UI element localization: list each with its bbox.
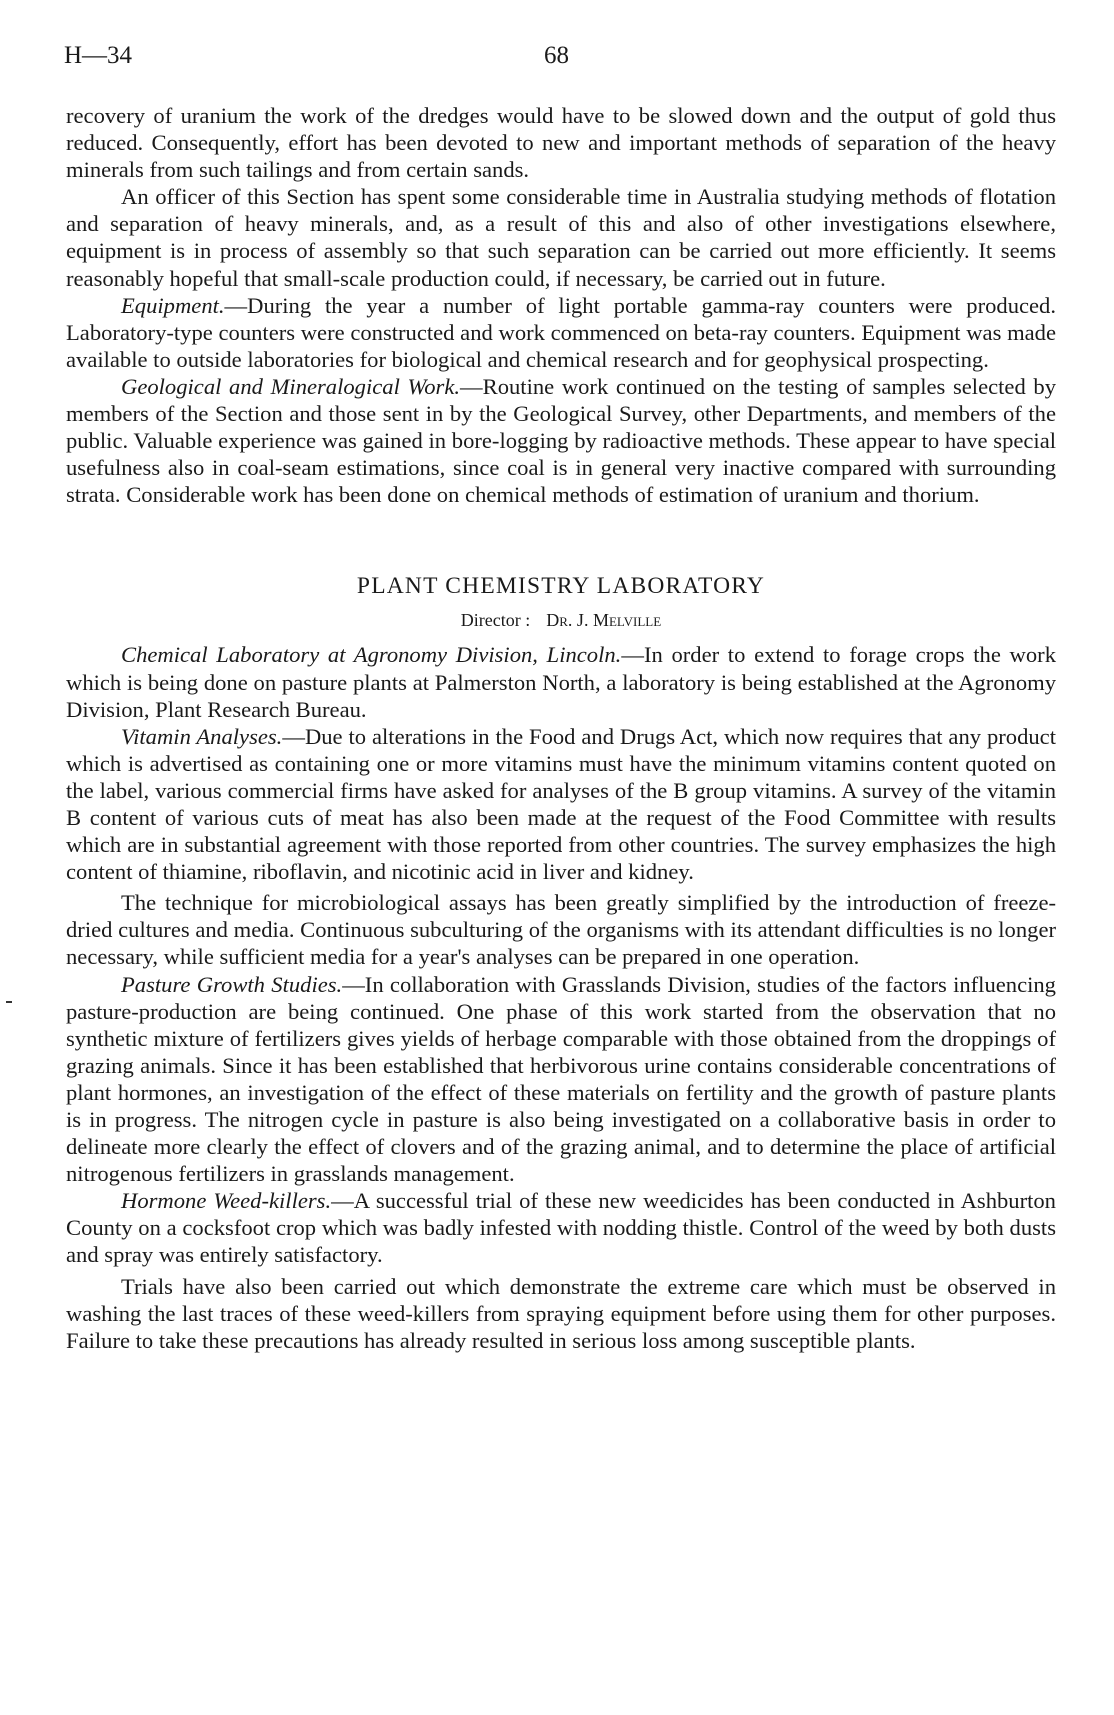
paragraph-heading-chemical-laboratory: Chemical Laboratory at Agronomy Division, Lincoln. <box>121 642 622 668</box>
paragraph-body-chemical-laboratory: —In order to extend to forage crops the work which is being done on pasture plants at Palmerston North, a laboratory is being established at the Agronomy Division, Plant Research Bureau. <box>66 642 1056 722</box>
document-code: H—34 <box>64 42 133 69</box>
paragraph-body-pasture-growth: —In collaboration with Grasslands Division, studies of the factors influencing pasture-production are being continued. One phase of this work started from the observation that no synthetic mixture of fertilizers gives yields of herbage comparable with those obtained from the droppings of grazing animals. Since it has been established that herbivorous urine contains considerable concentrations of plant hormones, an investigation of the effect of these materials on fertility and the growth of pasture plants is in progress. The nitrogen cycle in pasture is also being investigated on a collaborative basis in order to delineate more clearly the effect of clovers and of the grazing animal, and to determine the place of artificial nitrogenous fertilizers in grasslands management. <box>66 971 1056 1187</box>
paragraph-heading-geological-work: Geological and Mineralogical Work. <box>121 373 461 399</box>
page-number: 68 <box>544 42 569 69</box>
margin-mark <box>6 1001 12 1003</box>
paragraph-uranium-recovery: recovery of uranium the work of the dredges would have to be slowed down and the output of gold thus reduced. Consequently, effort has been devoted to new and important methods of separation of the heavy minerals from such tailings and from certain sands. <box>66 103 1056 183</box>
director-line <box>66 607 1056 633</box>
paragraph-equipment <box>66 292 1056 373</box>
director-label: Director : <box>460 610 531 631</box>
paragraph-hormone-weed-killers <box>66 1187 1056 1268</box>
page-header <box>64 42 1054 76</box>
director-name: Dr. J. Melville <box>546 610 662 631</box>
paragraph-heading-hormone-weed-killers: Hormone Weed-killers. <box>121 1188 332 1214</box>
page-body <box>66 102 1056 1354</box>
paragraph-heading-vitamin-analyses: Vitamin Analyses. <box>121 723 283 749</box>
section-title: PLANT CHEMISTRY LABORATORY <box>356 573 766 600</box>
paragraph-heading-equipment: Equipment. <box>121 292 225 318</box>
paragraph-trials: Trials have also been carried out which demonstrate the extreme care which must be observed in washing the last traces of these weed-killers from spraying equipment before using them for other purposes. Failure to take these precautions has already resulted in serious loss among susceptible plants. <box>66 1273 1056 1353</box>
paragraph-body-vitamin-analyses: —Due to alterations in the Food and Drugs Act, which now requires that any product which is advertised as containing one or more vitamins must have the minimum vitamins content quoted on the label, various commercial firms have asked for analyses of the B group vitamins. A survey of the vitamin B content of various cuts of meat has also been made at the request of the Food Committee with results which are in substantial agreement with those reported from other countries. The survey emphasizes the high content of thiamine, riboflavin, and nicotinic acid in liver and kidney. <box>66 723 1056 885</box>
paragraph-chemical-laboratory <box>66 641 1056 722</box>
paragraph-heading-pasture-growth: Pasture Growth Studies. <box>121 971 343 997</box>
paragraph-pasture-growth <box>66 971 1056 1188</box>
paragraph-body-geological-work: —Routine work continued on the testing of samples selected by members of the Section and those sent in by the Geological Survey, other Departments, and members of the public. Valuable experience was gained in bore-logging by radioactive methods. These appear to have special usefulness also in coal-seam estimations, since coal is in general very inactive compared with surrounding strata. Considerable work has been done on chemical methods of estimation of uranium and thorium. <box>66 373 1056 508</box>
paragraph-microbiological-assays: The technique for microbiological assays has been greatly simplified by the introduction of freeze-dried cultures and media. Continuous subculturing of the organisms with its attendant difficulties is no longer necessary, while sufficient media for a year's analyses can be prepared in one operation. <box>66 890 1056 970</box>
paragraph-geological-work <box>66 373 1056 508</box>
section-heading-block <box>66 571 1056 633</box>
paragraph-body-equipment: —During the year a number of light portable gamma-ray counters were produced. Laboratory-type counters were constructed and work commenced on beta-ray counters. Equipment was made available to outside laboratories for biological and chemical research and for geophysical prospecting. <box>66 292 1056 372</box>
paragraph-flotation-methods: An officer of this Section has spent some considerable time in Australia studying methods of flotation and separation of heavy minerals, and, as a result of this and also of other investigations elsewhere, equipment is in process of assembly so that such separation can be carried out more efficiently. It seems reasonably hopeful that small-scale production could, if necessary, be carried out in future. <box>66 184 1056 291</box>
paragraph-vitamin-analyses <box>66 723 1056 886</box>
paragraph-body-hormone-weed-killers: —A successful trial of these new weedicides has been conducted in Ashburton County on a cocksfoot crop which was badly infested with nodding thistle. Control of the weed by both dusts and spray was entirely satisfactory. <box>66 1188 1056 1268</box>
